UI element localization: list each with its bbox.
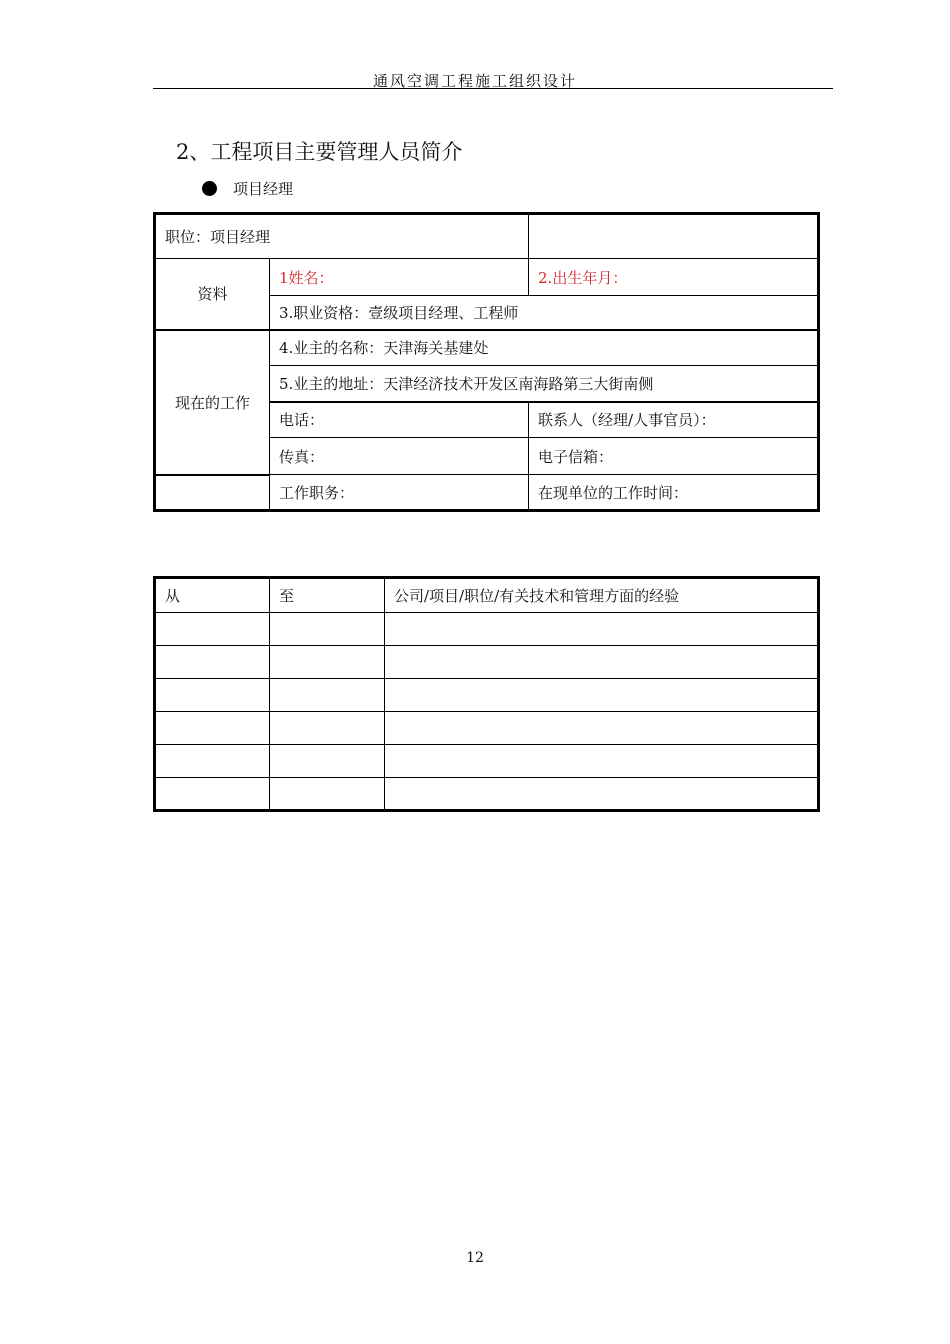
current-work-label: 现在的工作	[155, 330, 270, 475]
position-cell: 职位：项目经理	[155, 214, 529, 259]
table-row	[155, 679, 819, 712]
info-label: 资料	[155, 259, 270, 330]
document-header-title: 通风空调工程施工组织设计	[372, 72, 577, 90]
name-field: 1姓名：	[270, 259, 529, 296]
to-header: 至	[270, 578, 385, 613]
profile-table	[153, 212, 820, 512]
table-row	[155, 646, 819, 679]
phone-field: 电话：	[270, 402, 529, 438]
experience-table	[153, 576, 820, 812]
experience-header: 公司/项目/职位/有关技术和管理方面的经验	[385, 578, 819, 613]
employer-address-field: 5.业主的地址：天津经济技术开发区南海路第三大街南侧	[270, 366, 819, 402]
empty-label-cell	[155, 475, 270, 511]
bullet-icon	[202, 181, 217, 196]
from-header: 从	[155, 578, 270, 613]
table-row	[155, 778, 819, 811]
table-row	[155, 613, 819, 646]
tenure-field: 在现单位的工作时间：	[529, 475, 819, 511]
email-field: 电子信箱：	[529, 438, 819, 475]
contact-field: 联系人（经理/人事官员）：	[529, 402, 819, 438]
section-heading: 2、工程项目主要管理人员简介	[176, 140, 463, 164]
fax-field: 传真：	[270, 438, 529, 475]
header-rule	[153, 88, 833, 89]
experience-header-row	[155, 578, 819, 613]
qualification-field: 3.职业资格：壹级项目经理、工程师	[270, 296, 819, 330]
table-row	[155, 712, 819, 745]
bullet-item	[202, 178, 293, 199]
page-number: 12	[466, 1250, 484, 1266]
birth-field: 2.出生年月：	[529, 259, 819, 296]
bullet-label: 项目经理	[233, 180, 294, 198]
employer-name-field: 4.业主的名称：天津海关基建处	[270, 330, 819, 366]
table-row	[155, 745, 819, 778]
photo-cell	[529, 214, 819, 259]
job-title-field: 工作职务：	[270, 475, 529, 511]
